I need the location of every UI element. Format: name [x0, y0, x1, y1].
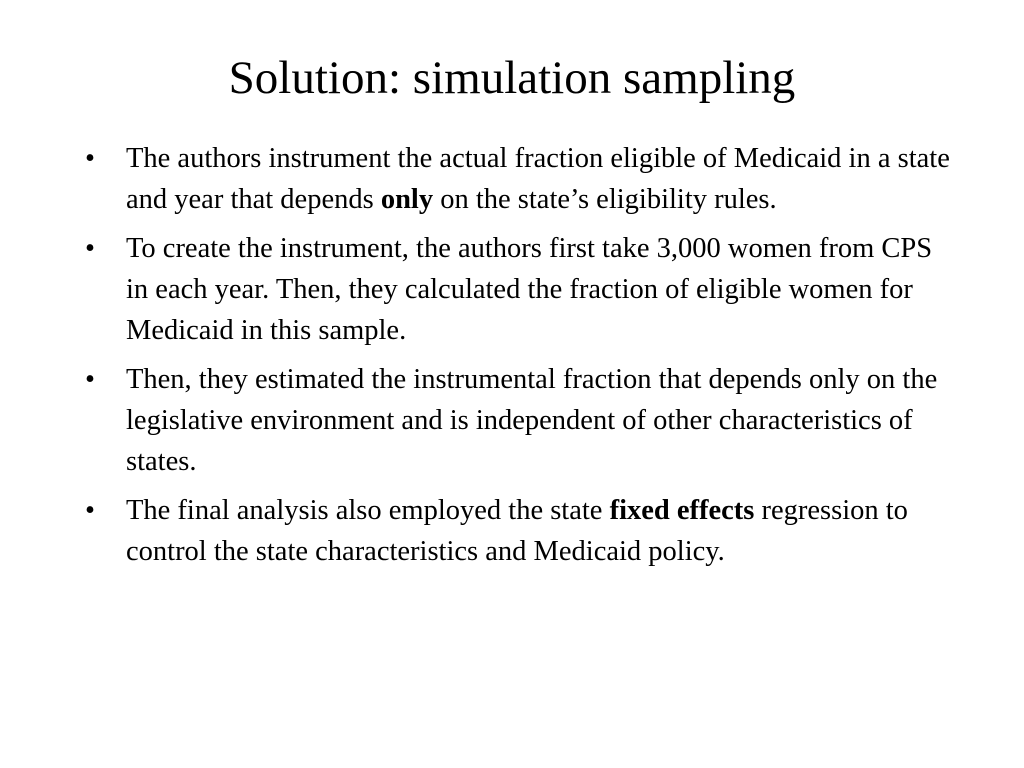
- bullet-dot: •: [85, 364, 95, 395]
- bullet-item: [85, 228, 955, 351]
- bullet-text-after: on the state’s eligibility rules.: [433, 184, 777, 215]
- bullet-item: [85, 138, 955, 220]
- bullet-dot: •: [85, 233, 95, 264]
- bullet-emphasis: only: [380, 184, 434, 215]
- bullet-text-before: The final analysis also employed the state: [126, 495, 610, 526]
- bullet-emphasis: fixed effects: [609, 495, 755, 526]
- bullet-text-before: The authors instrument the actual fraction eligible of Medicaid in a state and year that depends: [126, 143, 950, 215]
- slide-title: Solution: simulation sampling: [228, 52, 796, 104]
- bullet-item: [85, 359, 955, 482]
- bullet-text-after: regression to control the state characteristics and Medicaid policy.: [126, 495, 908, 567]
- bullet-dot: •: [85, 143, 95, 174]
- bullet-item: [85, 490, 955, 572]
- bullet-dot: •: [85, 495, 95, 526]
- bullet-list: [85, 138, 955, 580]
- bullet-text: To create the instrument, the authors first take 3,000 women from CPS in each year. Then, they calculated the fraction of eligible women for Medicaid in this sample.: [126, 233, 933, 346]
- bullet-text: Then, they estimated the instrumental fraction that depends only on the legislative environment and is independent of other characteristics of states.: [126, 364, 938, 477]
